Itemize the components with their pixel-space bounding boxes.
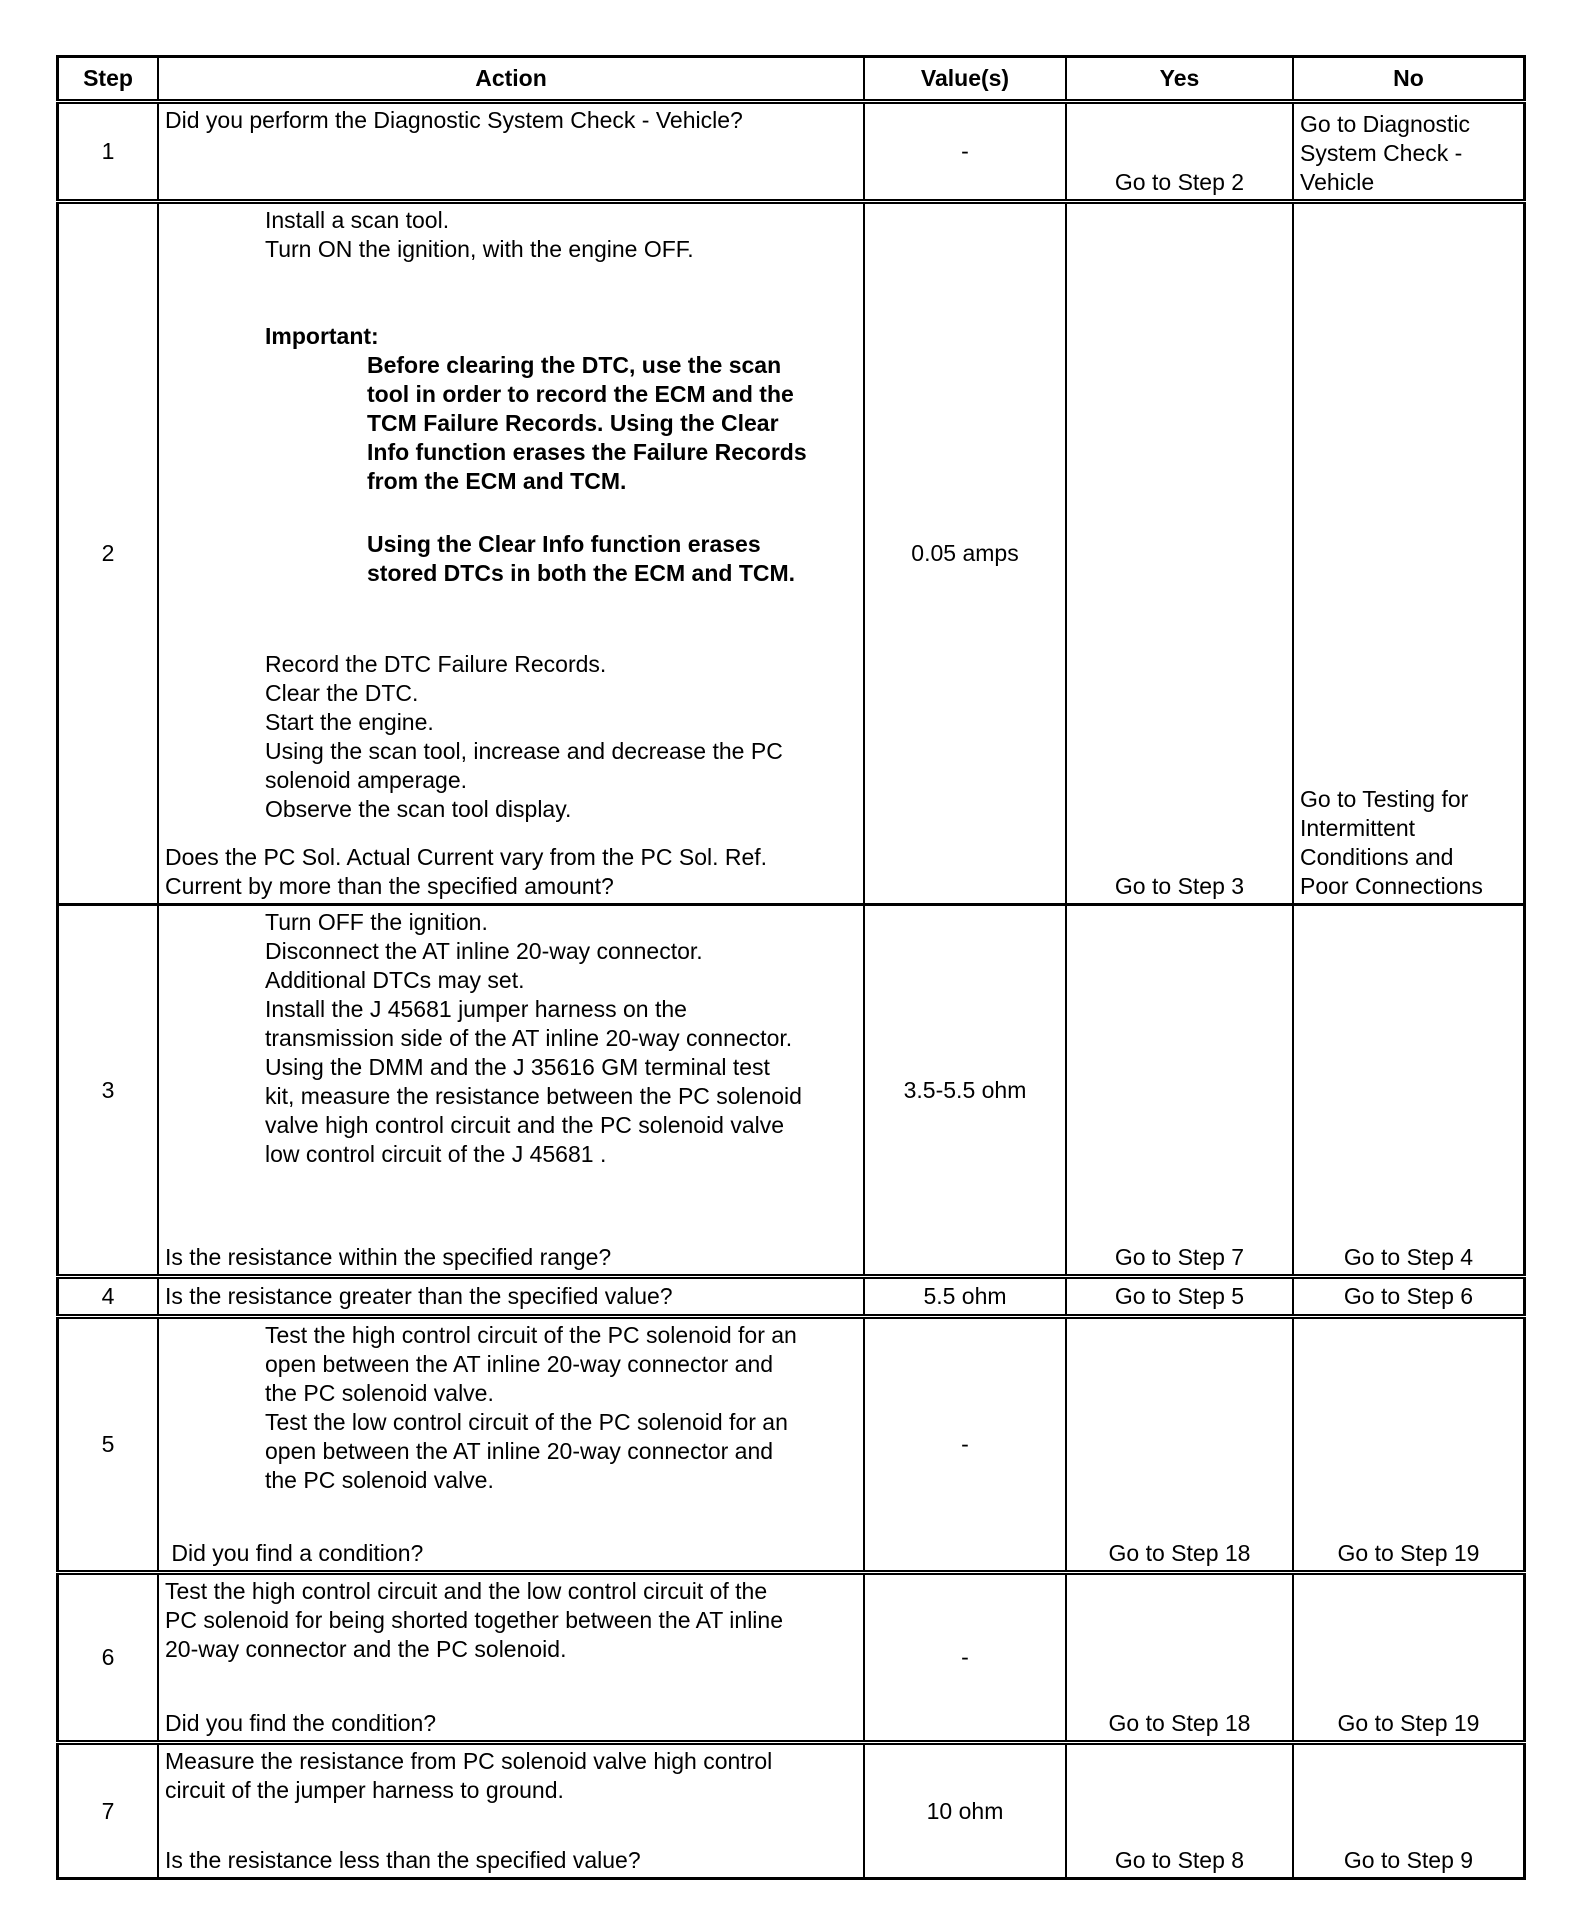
value-cell: 0.05 amps xyxy=(865,204,1067,903)
action-step: Record the DTC Failure Records. xyxy=(265,651,607,677)
important-text: from the ECM and TCM. xyxy=(367,468,627,494)
action-step: Start the engine. xyxy=(265,709,434,735)
action-step: valve high control circuit and the PC solenoid valve xyxy=(265,1112,785,1138)
action-step: open between the AT inline 20-way connector and xyxy=(265,1438,774,1464)
no-cell xyxy=(1294,104,1526,199)
yes-text: Go to Step 7 xyxy=(1114,1244,1245,1270)
action-step: PC solenoid for being shorted together between the AT inline xyxy=(165,1607,784,1633)
yes-text: Go to Step 8 xyxy=(1114,1847,1245,1873)
action-step: Additional DTCs may set. xyxy=(265,967,525,993)
important-text: tool in order to record the ECM and the xyxy=(367,381,794,407)
no-text-line: Poor Connections xyxy=(1300,873,1483,899)
question-text: Is the resistance within the specified range? xyxy=(165,1244,612,1270)
header-action: Action xyxy=(159,58,865,99)
important-text: stored DTCs in both the ECM and TCM. xyxy=(367,560,796,586)
important-text: TCM Failure Records. Using the Clear xyxy=(367,410,779,436)
yes-cell xyxy=(1067,204,1294,903)
yes-cell xyxy=(1067,1575,1294,1740)
no-cell xyxy=(1294,1319,1526,1570)
no-text-line: Vehicle xyxy=(1300,169,1375,195)
step-number: 4 xyxy=(56,1279,159,1314)
no-text-line: Intermittent xyxy=(1300,815,1416,841)
action-cell xyxy=(159,104,865,199)
action-step: Install the J 45681 jumper harness on the xyxy=(265,996,687,1022)
action-cell xyxy=(159,204,865,903)
important-text: Using the Clear Info function erases xyxy=(367,531,761,557)
action-cell xyxy=(159,1575,865,1740)
step-number: 2 xyxy=(56,204,159,903)
action-step: Clear the DTC. xyxy=(265,680,419,706)
yes-text: Go to Step 18 xyxy=(1108,1540,1251,1566)
action-cell xyxy=(159,906,865,1274)
action-cell xyxy=(159,1279,865,1314)
table-row-step-5 xyxy=(56,1314,1526,1570)
no-text-line: Conditions and xyxy=(1300,844,1454,870)
no-text: Go to Step 19 xyxy=(1337,1540,1480,1566)
yes-text: Go to Step 3 xyxy=(1114,873,1245,899)
question-text: Did you find the condition? xyxy=(165,1710,437,1736)
table-row-step-2 xyxy=(56,199,1526,903)
value-cell: - xyxy=(865,104,1067,199)
action-step: kit, measure the resistance between the PC solenoid xyxy=(265,1083,802,1109)
yes-cell xyxy=(1067,104,1294,199)
value-cell: - xyxy=(865,1319,1067,1570)
yes-text: Go to Step 2 xyxy=(1114,169,1245,195)
action-cell xyxy=(159,1319,865,1570)
yes-cell xyxy=(1067,906,1294,1274)
yes-cell xyxy=(1067,1745,1294,1877)
action-step: the PC solenoid valve. xyxy=(265,1467,494,1493)
action-step: Using the scan tool, increase and decrease the PC xyxy=(265,738,783,764)
yes-cell xyxy=(1067,1319,1294,1570)
action-step: Test the high control circuit of the PC solenoid for an xyxy=(265,1322,797,1348)
step-number: 7 xyxy=(56,1745,159,1877)
no-text-line: System Check - xyxy=(1300,140,1463,166)
table-row-step-7 xyxy=(56,1740,1526,1880)
action-step: Using the DMM and the J 35616 GM terminal test xyxy=(265,1054,770,1080)
no-text: Go to Step 19 xyxy=(1337,1710,1480,1736)
action-step: open between the AT inline 20-way connector and xyxy=(265,1351,774,1377)
action-step: low control circuit of the J 45681 . xyxy=(265,1141,607,1167)
action-step: solenoid amperage. xyxy=(265,767,468,793)
action-step: Turn OFF the ignition. xyxy=(265,909,488,935)
question-text: Did you find a condition? xyxy=(165,1540,424,1566)
table-row-step-3 xyxy=(56,903,1526,1274)
step-number: 3 xyxy=(56,906,159,1274)
action-cell xyxy=(159,1745,865,1877)
no-cell xyxy=(1294,1575,1526,1740)
no-text-line: Go to Testing for xyxy=(1300,786,1469,812)
action-text: Did you perform the Diagnostic System Check - Vehicle? xyxy=(165,107,743,133)
header-no: No xyxy=(1294,58,1526,99)
important-text: Before clearing the DTC, use the scan xyxy=(367,352,782,378)
no-text: Go to Step 4 xyxy=(1343,1244,1474,1270)
value-cell: 10 ohm xyxy=(865,1745,1067,1877)
value-cell: 3.5-5.5 ohm xyxy=(865,906,1067,1274)
no-cell xyxy=(1294,1279,1526,1314)
action-step: Observe the scan tool display. xyxy=(265,796,572,822)
header-values: Value(s) xyxy=(865,58,1067,99)
header-yes: Yes xyxy=(1067,58,1294,99)
action-step: Test the low control circuit of the PC solenoid for an xyxy=(265,1409,788,1435)
step-number: 1 xyxy=(56,104,159,199)
important-text: Info function erases the Failure Records xyxy=(367,439,807,465)
no-text: Go to Step 6 xyxy=(1343,1283,1474,1309)
value-cell: 5.5 ohm xyxy=(865,1279,1067,1314)
action-step: Turn ON the ignition, with the engine OFF. xyxy=(265,236,694,262)
no-cell xyxy=(1294,906,1526,1274)
header-step: Step xyxy=(56,58,159,99)
action-step: transmission side of the AT inline 20-way connector. xyxy=(265,1025,793,1051)
important-label: Important: xyxy=(265,323,379,349)
table-row-step-6 xyxy=(56,1570,1526,1740)
step-number: 6 xyxy=(56,1575,159,1740)
action-step: 20-way connector and the PC solenoid. xyxy=(165,1636,567,1662)
diagnostic-table xyxy=(56,55,1526,1880)
yes-text: Go to Step 5 xyxy=(1114,1283,1245,1309)
question-text: Is the resistance greater than the specified value? xyxy=(165,1283,673,1309)
question-text: Is the resistance less than the specified value? xyxy=(165,1847,641,1873)
table-row-step-4 xyxy=(56,1274,1526,1314)
no-cell xyxy=(1294,1745,1526,1877)
table-row-step-1 xyxy=(56,99,1526,199)
no-cell xyxy=(1294,204,1526,903)
action-step: circuit of the jumper harness to ground. xyxy=(165,1777,564,1803)
action-step: Test the high control circuit and the low control circuit of the xyxy=(165,1578,768,1604)
action-step: Disconnect the AT inline 20-way connector. xyxy=(265,938,703,964)
action-step: Install a scan tool. xyxy=(265,207,450,233)
table-header xyxy=(56,55,1526,99)
yes-cell xyxy=(1067,1279,1294,1314)
question-text: Current by more than the specified amount? xyxy=(165,873,614,899)
action-step: Measure the resistance from PC solenoid valve high control xyxy=(165,1748,773,1774)
value-cell: - xyxy=(865,1575,1067,1740)
question-text: Does the PC Sol. Actual Current vary from the PC Sol. Ref. xyxy=(165,844,768,870)
step-number: 5 xyxy=(56,1319,159,1570)
no-text: Go to Step 9 xyxy=(1343,1847,1474,1873)
action-step: the PC solenoid valve. xyxy=(265,1380,494,1406)
yes-text: Go to Step 18 xyxy=(1108,1710,1251,1736)
no-text-line: Go to Diagnostic xyxy=(1300,111,1471,137)
